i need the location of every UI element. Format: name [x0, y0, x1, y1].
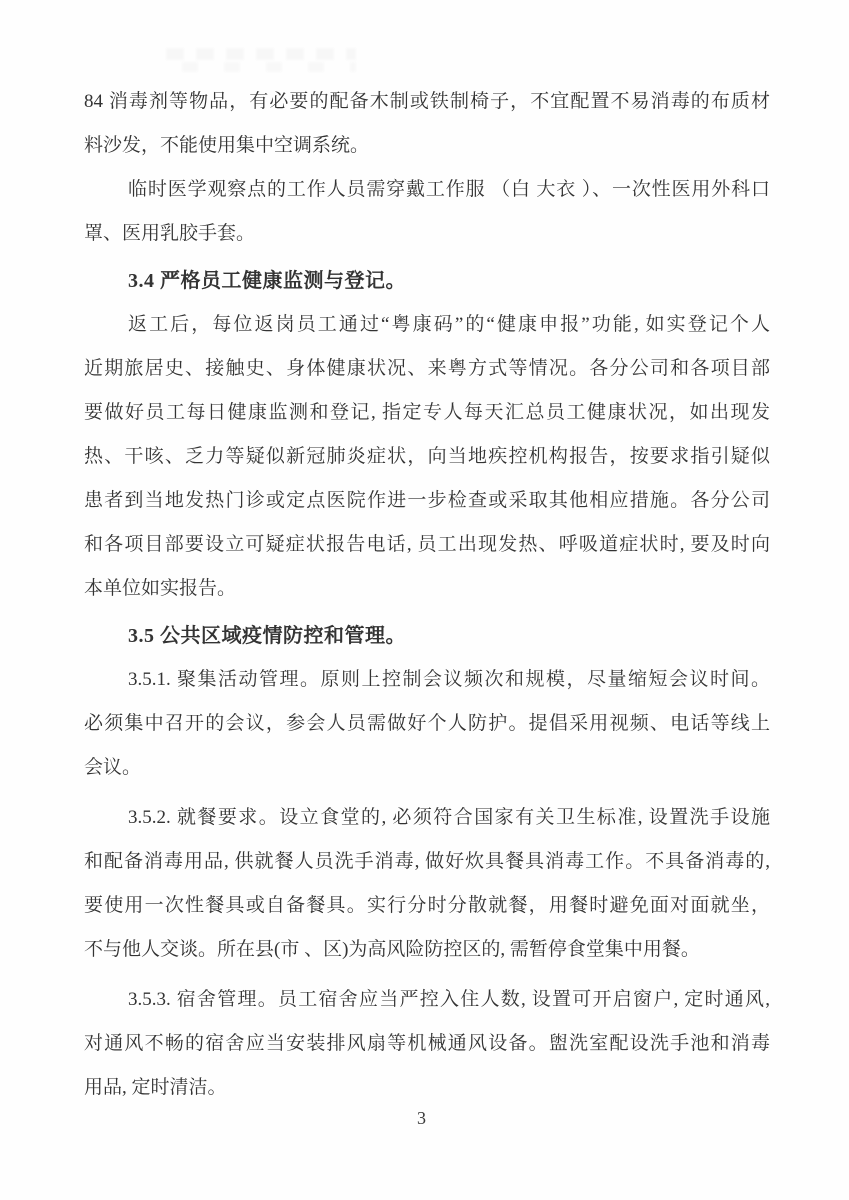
text-line: 返工后，每位返岗员工通过“粤康码”的“健康申报”功能, 如实登记个人 [128, 314, 770, 335]
text-line: 3.5.1. 聚集活动管理。原则上控制会议频次和规模，尽量缩短会议时间。 [128, 669, 770, 690]
scan-bleed-artifact [166, 46, 356, 74]
heading-3-5 [84, 614, 770, 658]
text-line: 患者到当地发热门诊或定点医院作进一步检查或采取其他相应措施。各分公司 [84, 490, 770, 511]
text-line: 近期旅居史、接触史、身体健康状况、来粤方式等情况。各分公司和各项目部 [84, 358, 770, 379]
text-line: 要使用一次性餐具或自备餐具。实行分时分散就餐，用餐时避免面对面就坐， [84, 895, 770, 916]
text-line: 3.5.2. 就餐要求。设立食堂的, 必须符合国家有关卫生标准, 设置洗手设施 [128, 807, 770, 828]
text-line: 临时医学观察点的工作人员需穿戴工作服 （白 大衣 ）、一次性医用外科口 [128, 179, 770, 200]
document-body [84, 80, 770, 1110]
text-line: 84 消毒剂等物品，有必要的配备木制或铁制椅子，不宜配置不易消毒的布质材 [84, 91, 770, 112]
text-line: 必须集中召开的会议，参会人员需做好个人防护。提倡采用视频、电话等线上 [84, 713, 770, 734]
text-line: 不与他人交谈。所在县(市 、区)为高风险防控区的, 需暂停食堂集中用餐。 [84, 939, 700, 960]
text-line: 罩、医用乳胶手套。 [84, 223, 256, 244]
text-line: 要做好员工每日健康监测和登记, 指定专人每天汇总员工健康状况，如出现发 [84, 402, 770, 423]
text-line: 本单位如实报告。 [84, 578, 237, 599]
heading-3-4 [84, 259, 770, 303]
para-84-disinfectant [84, 80, 770, 168]
text-line: 用品, 定时清洁。 [84, 1077, 227, 1098]
heading-line: 3.5 公共区域疫情防控和管理。 [128, 625, 406, 647]
para-3-4-health-monitoring [84, 303, 770, 611]
para-temporary-medical-observation [84, 168, 770, 256]
text-line: 热、干咳、乏力等疑似新冠肺炎症状，向当地疾控机构报告，按要求指引疑似 [84, 446, 770, 467]
para-3-5-3-dormitory-management [84, 978, 770, 1110]
text-line: 会议。 [84, 757, 142, 778]
heading-line: 3.4 严格员工健康监测与登记。 [128, 270, 406, 292]
text-line: 和配备消毒用品, 供就餐人员洗手消毒, 做好炊具餐具消毒工作。不具备消毒的, [84, 851, 770, 872]
text-line: 和各项目部要设立可疑症状报告电话, 员工出现发热、呼吸道症状时, 要及时向 [84, 534, 770, 555]
text-line: 料沙发，不能使用集中空调系统。 [84, 135, 370, 156]
text-line: 3.5.3. 宿舍管理。员工宿舍应当严控入住人数, 设置可开启窗户, 定时通风, [128, 989, 770, 1010]
para-3-5-2-dining-requirements [84, 796, 770, 972]
page-number: 3 [417, 1108, 426, 1128]
para-3-5-1-gathering-management [84, 658, 770, 790]
text-line: 对通风不畅的宿舍应当安装排风扇等机械通风设备。盥洗室配设洗手池和消毒 [84, 1033, 770, 1054]
